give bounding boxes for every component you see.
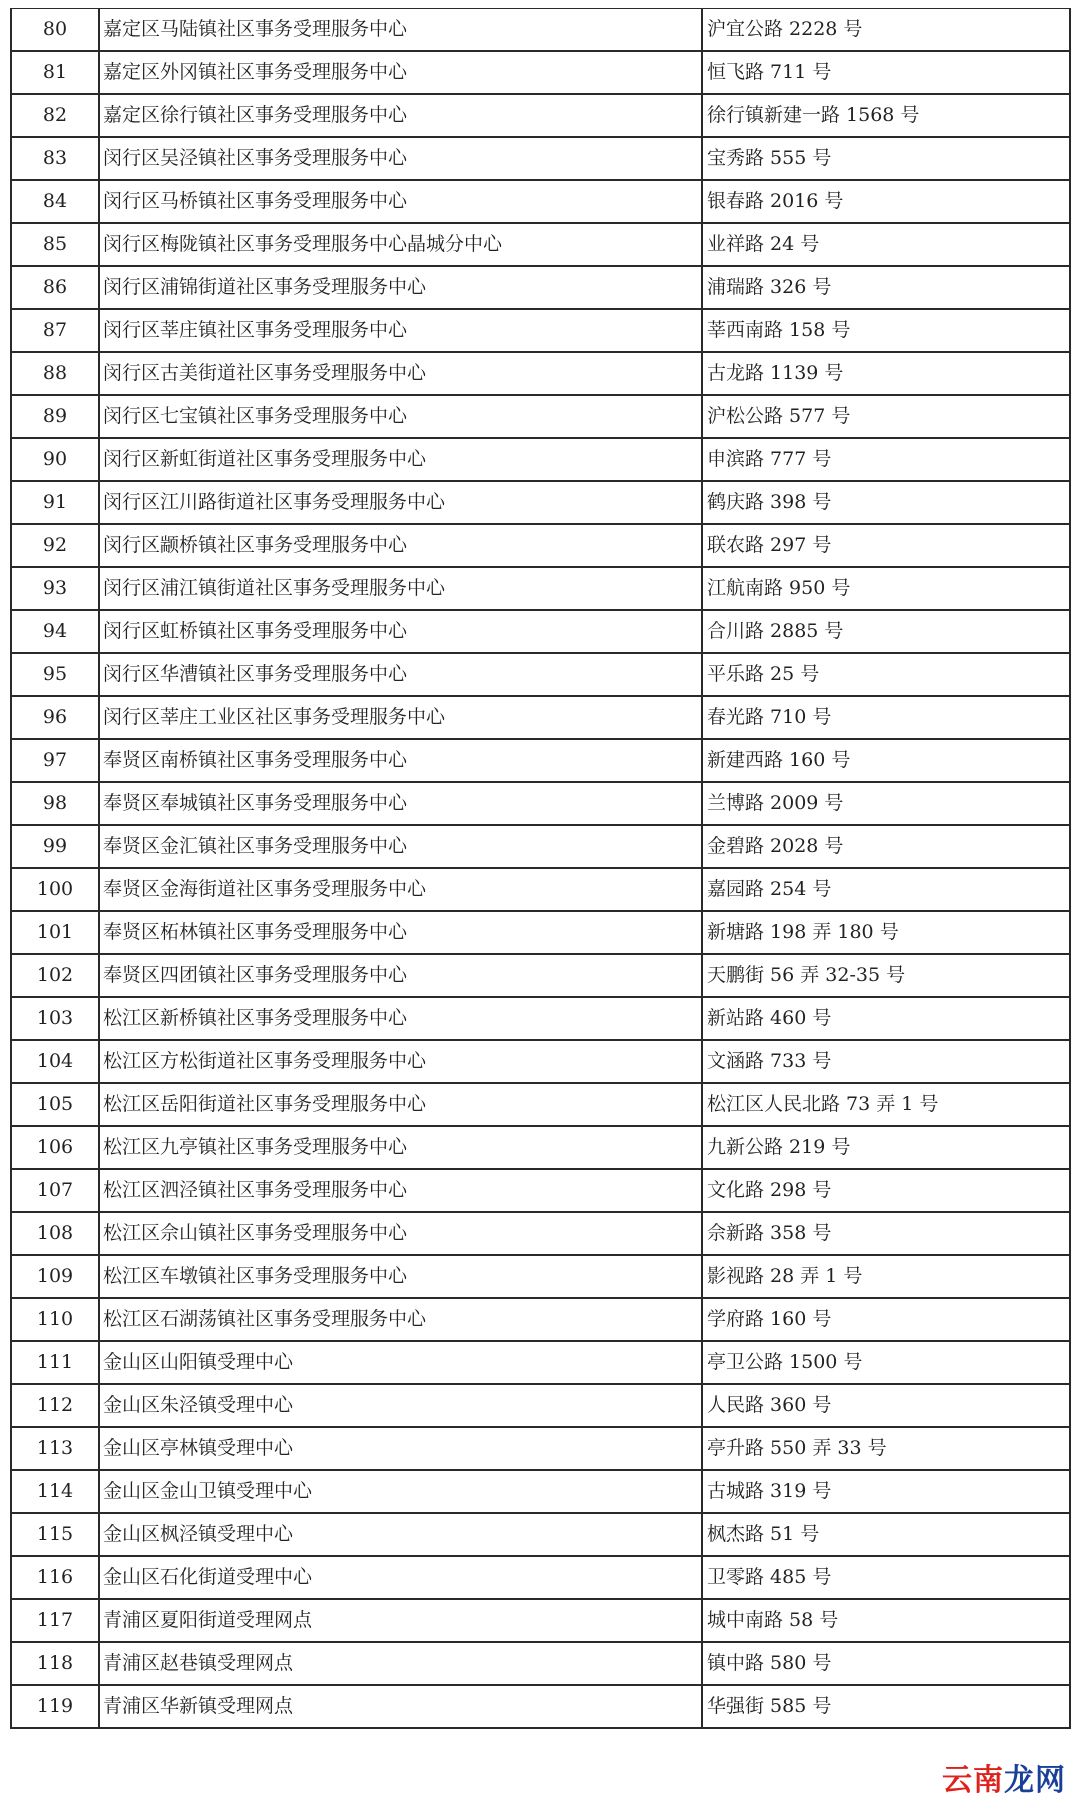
center-address: 人民路 360 号	[702, 1384, 1070, 1427]
center-name: 闵行区莘庄工业区社区事务受理服务中心	[99, 696, 702, 739]
center-address: 古龙路 1139 号	[702, 352, 1070, 395]
center-name: 奉贤区南桥镇社区事务受理服务中心	[99, 739, 702, 782]
center-name: 松江区佘山镇社区事务受理服务中心	[99, 1212, 702, 1255]
center-name: 青浦区华新镇受理网点	[99, 1685, 702, 1728]
center-name: 闵行区马桥镇社区事务受理服务中心	[99, 180, 702, 223]
row-number: 117	[11, 1599, 99, 1642]
center-address: 嘉园路 254 号	[702, 868, 1070, 911]
center-address: 联农路 297 号	[702, 524, 1070, 567]
center-address: 宝秀路 555 号	[702, 137, 1070, 180]
center-name: 金山区山阳镇受理中心	[99, 1341, 702, 1384]
center-address: 佘新路 358 号	[702, 1212, 1070, 1255]
row-number: 109	[11, 1255, 99, 1298]
row-number: 118	[11, 1642, 99, 1685]
row-number: 94	[11, 610, 99, 653]
row-number: 97	[11, 739, 99, 782]
center-address: 兰博路 2009 号	[702, 782, 1070, 825]
center-name: 闵行区江川路街道社区事务受理服务中心	[99, 481, 702, 524]
center-address: 鹤庆路 398 号	[702, 481, 1070, 524]
center-name: 松江区车墩镇社区事务受理服务中心	[99, 1255, 702, 1298]
center-address: 镇中路 580 号	[702, 1642, 1070, 1685]
center-name: 金山区石化街道受理中心	[99, 1556, 702, 1599]
row-number: 91	[11, 481, 99, 524]
table-row	[11, 395, 1070, 438]
table-row	[11, 1040, 1070, 1083]
table-row	[11, 309, 1070, 352]
center-address: 沪宜公路 2228 号	[702, 9, 1070, 52]
table-row	[11, 1642, 1070, 1685]
center-address: 亭卫公路 1500 号	[702, 1341, 1070, 1384]
row-number: 87	[11, 309, 99, 352]
row-number: 108	[11, 1212, 99, 1255]
center-name: 闵行区梅陇镇社区事务受理服务中心晶城分中心	[99, 223, 702, 266]
center-address: 影视路 28 弄 1 号	[702, 1255, 1070, 1298]
center-address: 卫零路 485 号	[702, 1556, 1070, 1599]
center-name: 闵行区颛桥镇社区事务受理服务中心	[99, 524, 702, 567]
center-name: 闵行区新虹街道社区事务受理服务中心	[99, 438, 702, 481]
table-row	[11, 739, 1070, 782]
center-name: 松江区石湖荡镇社区事务受理服务中心	[99, 1298, 702, 1341]
table-row	[11, 868, 1070, 911]
center-name: 松江区泗泾镇社区事务受理服务中心	[99, 1169, 702, 1212]
table-row	[11, 911, 1070, 954]
table-row	[11, 782, 1070, 825]
center-name: 松江区新桥镇社区事务受理服务中心	[99, 997, 702, 1040]
center-name: 闵行区虹桥镇社区事务受理服务中心	[99, 610, 702, 653]
row-number: 112	[11, 1384, 99, 1427]
table-row	[11, 1685, 1070, 1728]
table-row	[11, 1212, 1070, 1255]
table-row	[11, 1513, 1070, 1556]
table-row	[11, 137, 1070, 180]
row-number: 98	[11, 782, 99, 825]
row-number: 80	[11, 9, 99, 52]
center-name: 青浦区夏阳街道受理网点	[99, 1599, 702, 1642]
center-address: 古城路 319 号	[702, 1470, 1070, 1513]
table-row	[11, 1126, 1070, 1169]
row-number: 110	[11, 1298, 99, 1341]
center-address: 银春路 2016 号	[702, 180, 1070, 223]
row-number: 103	[11, 997, 99, 1040]
center-address: 新建西路 160 号	[702, 739, 1070, 782]
table-row	[11, 180, 1070, 223]
table-row	[11, 266, 1070, 309]
row-number: 107	[11, 1169, 99, 1212]
table-row	[11, 1470, 1070, 1513]
row-number: 82	[11, 94, 99, 137]
row-number: 101	[11, 911, 99, 954]
center-name: 嘉定区外冈镇社区事务受理服务中心	[99, 51, 702, 94]
center-name: 松江区九亭镇社区事务受理服务中心	[99, 1126, 702, 1169]
row-number: 89	[11, 395, 99, 438]
center-name: 奉贤区金海街道社区事务受理服务中心	[99, 868, 702, 911]
row-number: 115	[11, 1513, 99, 1556]
table-row	[11, 51, 1070, 94]
row-number: 85	[11, 223, 99, 266]
center-name: 嘉定区徐行镇社区事务受理服务中心	[99, 94, 702, 137]
table-row	[11, 524, 1070, 567]
center-name: 奉贤区四团镇社区事务受理服务中心	[99, 954, 702, 997]
table-row	[11, 1083, 1070, 1126]
center-name: 金山区亭林镇受理中心	[99, 1427, 702, 1470]
table-row	[11, 1384, 1070, 1427]
row-number: 104	[11, 1040, 99, 1083]
center-address: 春光路 710 号	[702, 696, 1070, 739]
row-number: 99	[11, 825, 99, 868]
center-address: 莘西南路 158 号	[702, 309, 1070, 352]
row-number: 84	[11, 180, 99, 223]
center-address: 恒飞路 711 号	[702, 51, 1070, 94]
center-name: 金山区金山卫镇受理中心	[99, 1470, 702, 1513]
center-address: 文化路 298 号	[702, 1169, 1070, 1212]
row-number: 113	[11, 1427, 99, 1470]
center-name: 金山区枫泾镇受理中心	[99, 1513, 702, 1556]
table-row	[11, 223, 1070, 266]
table-row	[11, 481, 1070, 524]
center-address: 九新公路 219 号	[702, 1126, 1070, 1169]
center-address: 天鹏街 56 弄 32-35 号	[702, 954, 1070, 997]
table-row	[11, 1599, 1070, 1642]
row-number: 116	[11, 1556, 99, 1599]
row-number: 92	[11, 524, 99, 567]
center-address: 学府路 160 号	[702, 1298, 1070, 1341]
watermark-logo	[942, 1755, 1066, 1799]
row-number: 106	[11, 1126, 99, 1169]
center-name: 闵行区吴泾镇社区事务受理服务中心	[99, 137, 702, 180]
table-row	[11, 1298, 1070, 1341]
center-address: 金碧路 2028 号	[702, 825, 1070, 868]
row-number: 111	[11, 1341, 99, 1384]
row-number: 100	[11, 868, 99, 911]
table-row	[11, 653, 1070, 696]
center-address: 合川路 2885 号	[702, 610, 1070, 653]
table-body	[11, 9, 1070, 1729]
center-address: 沪松公路 577 号	[702, 395, 1070, 438]
row-number: 88	[11, 352, 99, 395]
center-address: 华强街 585 号	[702, 1685, 1070, 1728]
center-name: 松江区岳阳街道社区事务受理服务中心	[99, 1083, 702, 1126]
row-number: 105	[11, 1083, 99, 1126]
center-name: 青浦区赵巷镇受理网点	[99, 1642, 702, 1685]
table-row	[11, 1255, 1070, 1298]
row-number: 86	[11, 266, 99, 309]
center-name: 闵行区浦锦街道社区事务受理服务中心	[99, 266, 702, 309]
center-address: 松江区人民北路 73 弄 1 号	[702, 1083, 1070, 1126]
row-number: 81	[11, 51, 99, 94]
center-name: 闵行区古美街道社区事务受理服务中心	[99, 352, 702, 395]
table-row	[11, 9, 1070, 52]
table-row	[11, 352, 1070, 395]
table-row	[11, 1427, 1070, 1470]
center-name: 闵行区莘庄镇社区事务受理服务中心	[99, 309, 702, 352]
watermark-text-part1: 云南	[942, 1763, 1004, 1798]
center-name: 金山区朱泾镇受理中心	[99, 1384, 702, 1427]
table-row	[11, 997, 1070, 1040]
table-row	[11, 1556, 1070, 1599]
center-address: 业祥路 24 号	[702, 223, 1070, 266]
center-name: 闵行区浦江镇街道社区事务受理服务中心	[99, 567, 702, 610]
center-address: 文涵路 733 号	[702, 1040, 1070, 1083]
row-number: 96	[11, 696, 99, 739]
center-address: 枫杰路 51 号	[702, 1513, 1070, 1556]
row-number: 90	[11, 438, 99, 481]
center-address: 平乐路 25 号	[702, 653, 1070, 696]
center-address: 徐行镇新建一路 1568 号	[702, 94, 1070, 137]
center-name: 闵行区七宝镇社区事务受理服务中心	[99, 395, 702, 438]
center-address: 申滨路 777 号	[702, 438, 1070, 481]
row-number: 95	[11, 653, 99, 696]
center-address: 浦瑞路 326 号	[702, 266, 1070, 309]
table-row	[11, 954, 1070, 997]
table-row	[11, 567, 1070, 610]
center-name: 松江区方松街道社区事务受理服务中心	[99, 1040, 702, 1083]
table-row	[11, 438, 1070, 481]
service-center-table	[10, 8, 1071, 1729]
center-address: 城中南路 58 号	[702, 1599, 1070, 1642]
center-name: 奉贤区奉城镇社区事务受理服务中心	[99, 782, 702, 825]
table-row	[11, 610, 1070, 653]
row-number: 93	[11, 567, 99, 610]
center-address: 新塘路 198 弄 180 号	[702, 911, 1070, 954]
row-number: 114	[11, 1470, 99, 1513]
row-number: 102	[11, 954, 99, 997]
row-number: 119	[11, 1685, 99, 1728]
table-row	[11, 94, 1070, 137]
row-number: 83	[11, 137, 99, 180]
table-row	[11, 1169, 1070, 1212]
center-name: 闵行区华漕镇社区事务受理服务中心	[99, 653, 702, 696]
table-row	[11, 1341, 1070, 1384]
center-address: 新站路 460 号	[702, 997, 1070, 1040]
center-address: 亭升路 550 弄 33 号	[702, 1427, 1070, 1470]
center-name: 奉贤区柘林镇社区事务受理服务中心	[99, 911, 702, 954]
table-row	[11, 696, 1070, 739]
watermark-text-part2: 龙网	[1004, 1763, 1066, 1798]
center-address: 江航南路 950 号	[702, 567, 1070, 610]
center-name: 嘉定区马陆镇社区事务受理服务中心	[99, 9, 702, 52]
center-name: 奉贤区金汇镇社区事务受理服务中心	[99, 825, 702, 868]
table-row	[11, 825, 1070, 868]
